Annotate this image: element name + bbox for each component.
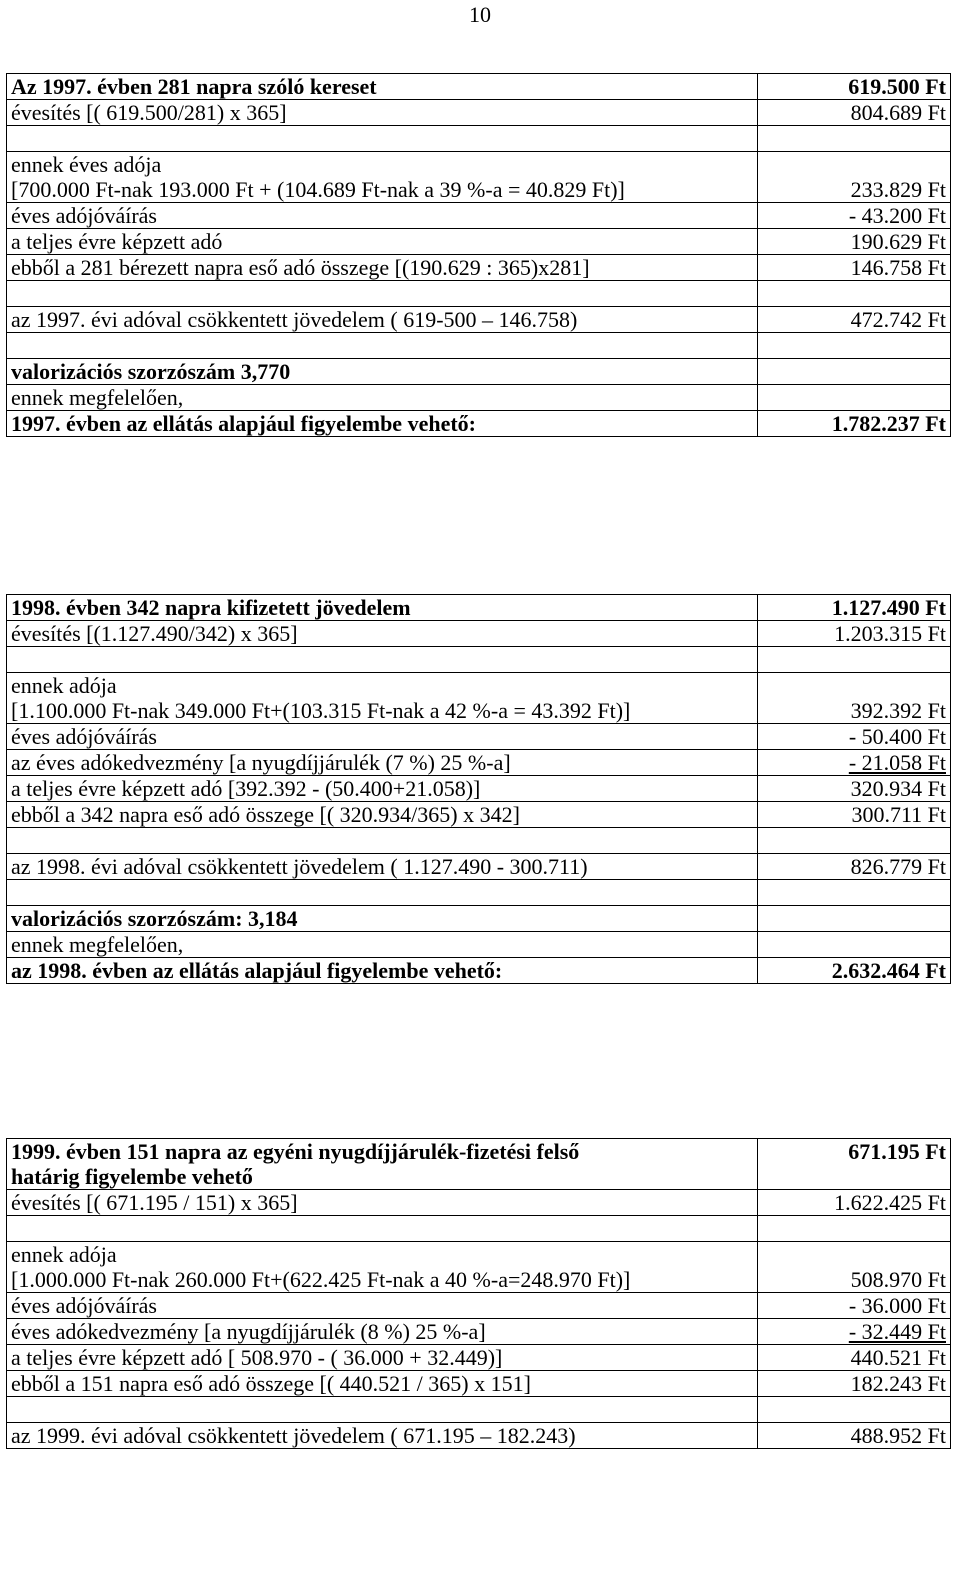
- description-line: valorizációs szorzószám: 3,184: [11, 906, 298, 931]
- description-line: az 1999. évi adóval csökkentett jövedelem ( 671.195 – 182.243): [11, 1423, 576, 1448]
- table-row: [7, 724, 951, 750]
- amount-value: 300.711 Ft: [851, 802, 946, 827]
- table-row: [7, 281, 951, 307]
- description-line: a teljes évre képzett adó [ 508.970 - ( 36.000 + 32.449)]: [11, 1345, 503, 1370]
- row-amount: [758, 621, 951, 647]
- row-amount: [758, 1293, 951, 1319]
- table-row: [7, 828, 951, 854]
- amount-value: 1.782.237 Ft: [831, 411, 946, 436]
- description-line: 1999. évben 151 napra az egyéni nyugdíjjárulék-fizetési felső: [11, 1139, 580, 1164]
- table-row: [7, 359, 951, 385]
- row-description: [7, 126, 758, 152]
- table-row: [7, 255, 951, 281]
- row-description: [7, 595, 758, 621]
- table-row: [7, 958, 951, 984]
- table-row: [7, 333, 951, 359]
- amount-value: 440.521 Ft: [850, 1345, 946, 1370]
- table-row: [7, 621, 951, 647]
- row-description: [7, 74, 758, 100]
- row-amount: [758, 906, 951, 932]
- description-line: ebből a 151 napra eső adó összege [( 440.521 / 365) x 151]: [11, 1371, 531, 1396]
- row-amount: [758, 203, 951, 229]
- table-row: [7, 1242, 951, 1293]
- row-description: [7, 152, 758, 203]
- description-line: ebből a 281 bérezett napra eső adó összege [(190.629 : 365)x281]: [11, 255, 590, 280]
- description-line: [11, 647, 753, 672]
- amount-value: 508.970 Ft: [850, 1267, 946, 1292]
- table-row: [7, 203, 951, 229]
- row-amount: [758, 932, 951, 958]
- description-line: [11, 880, 753, 905]
- row-amount: [758, 595, 951, 621]
- description-line: az 1998. évi adóval csökkentett jövedelem ( 1.127.490 - 300.711): [11, 854, 588, 879]
- table-row: [7, 229, 951, 255]
- amount-value: 190.629 Ft: [850, 229, 946, 254]
- table-row: [7, 673, 951, 724]
- row-amount: [758, 307, 951, 333]
- row-description: [7, 359, 758, 385]
- description-line: Az 1997. évben 281 napra szóló kereset: [11, 74, 377, 99]
- row-amount: [758, 411, 951, 437]
- description-line: ennek adója: [11, 673, 117, 698]
- table-row: [7, 932, 951, 958]
- description-line: 1997. évben az ellátás alapjául figyelembe vehető:: [11, 411, 476, 436]
- description-line: éves adójóváírás: [11, 1293, 157, 1318]
- description-line: a teljes évre képzett adó: [11, 229, 223, 254]
- row-description: [7, 802, 758, 828]
- description-line: ennek éves adója: [11, 152, 162, 177]
- description-line: [1.100.000 Ft-nak 349.000 Ft+(103.315 Ft-nak a 42 %-a = 43.392 Ft)]: [11, 698, 631, 723]
- row-amount: [758, 1190, 951, 1216]
- amount-value: - 21.058 Ft: [848, 750, 946, 775]
- description-line: 1998. évben 342 napra kifizetett jövedelem: [11, 595, 411, 620]
- row-amount: [758, 1397, 951, 1423]
- row-description: [7, 281, 758, 307]
- amount-value: 826.779 Ft: [850, 854, 946, 879]
- amount-value: 182.243 Ft: [850, 1371, 946, 1396]
- amount-value: 804.689 Ft: [850, 100, 946, 125]
- description-line: az 1997. évi adóval csökkentett jövedelem ( 619-500 – 146.758): [11, 307, 578, 332]
- amount-value: 671.195 Ft: [848, 1139, 946, 1164]
- table-row: [7, 152, 951, 203]
- amount-value: 320.934 Ft: [850, 776, 946, 801]
- table-row: [7, 1293, 951, 1319]
- row-description: [7, 1242, 758, 1293]
- table-row: [7, 100, 951, 126]
- row-description: [7, 1293, 758, 1319]
- amount-value: - 32.449 Ft: [848, 1319, 946, 1344]
- calc-table-1999: [6, 1138, 951, 1449]
- row-description: [7, 385, 758, 411]
- description-line: évesítés [( 619.500/281) x 365]: [11, 100, 287, 125]
- row-description: [7, 750, 758, 776]
- description-line: [11, 281, 753, 306]
- row-amount: [758, 1423, 951, 1449]
- amount-value: - 50.400 Ft: [848, 724, 946, 749]
- description-line: a teljes évre képzett adó [392.392 - (50.400+21.058)]: [11, 776, 481, 801]
- amount-value: 619.500 Ft: [848, 74, 946, 99]
- row-amount: [758, 385, 951, 411]
- calc-table-1998: [6, 594, 951, 984]
- row-description: [7, 307, 758, 333]
- description-line: éves adókedvezmény [a nyugdíjjárulék (8 %) 25 %-a]: [11, 1319, 486, 1344]
- amount-value: - 43.200 Ft: [848, 203, 946, 228]
- row-amount: [758, 1345, 951, 1371]
- description-line: [11, 333, 753, 358]
- row-amount: [758, 100, 951, 126]
- description-line: [11, 126, 753, 151]
- description-line: ebből a 342 napra eső adó összege [( 320.934/365) x 342]: [11, 802, 520, 827]
- row-description: [7, 229, 758, 255]
- row-description: [7, 203, 758, 229]
- row-amount: [758, 647, 951, 673]
- row-description: [7, 880, 758, 906]
- row-amount: [758, 1216, 951, 1242]
- description-line: [1.000.000 Ft-nak 260.000 Ft+(622.425 Ft-nak a 40 %-a=248.970 Ft)]: [11, 1267, 631, 1292]
- amount-value: 1.203.315 Ft: [834, 621, 946, 646]
- row-description: [7, 1139, 758, 1190]
- row-description: [7, 1423, 758, 1449]
- row-description: [7, 776, 758, 802]
- description-line: valorizációs szorzószám 3,770: [11, 359, 291, 384]
- row-amount: [758, 126, 951, 152]
- table-row: [7, 1345, 951, 1371]
- row-amount: [758, 776, 951, 802]
- table-row: [7, 1216, 951, 1242]
- page-number: 10: [469, 2, 491, 27]
- row-amount: [758, 673, 951, 724]
- row-description: [7, 333, 758, 359]
- amount-value: 392.392 Ft: [850, 698, 946, 723]
- table-row: [7, 595, 951, 621]
- row-amount: [758, 854, 951, 880]
- amount-value: 233.829 Ft: [850, 177, 946, 202]
- row-description: [7, 1345, 758, 1371]
- row-description: [7, 1216, 758, 1242]
- description-line: [11, 1397, 753, 1422]
- table-row: [7, 1190, 951, 1216]
- table-row: [7, 1423, 951, 1449]
- description-line: ennek adója: [11, 1242, 117, 1267]
- row-amount: [758, 750, 951, 776]
- amount-value: 1.622.425 Ft: [834, 1190, 946, 1215]
- description-line: ennek megfelelően,: [11, 385, 184, 410]
- description-line: ennek megfelelően,: [11, 932, 184, 957]
- row-amount: [758, 1242, 951, 1293]
- table-row: [7, 411, 951, 437]
- row-amount: [758, 1371, 951, 1397]
- row-amount: [758, 724, 951, 750]
- row-amount: [758, 1319, 951, 1345]
- row-description: [7, 411, 758, 437]
- amount-value: 146.758 Ft: [850, 255, 946, 280]
- table-row: [7, 647, 951, 673]
- row-amount: [758, 828, 951, 854]
- row-description: [7, 647, 758, 673]
- table-row: [7, 1139, 951, 1190]
- table-row: [7, 385, 951, 411]
- description-line: határig figyelembe vehető: [11, 1164, 253, 1189]
- row-amount: [758, 152, 951, 203]
- row-description: [7, 724, 758, 750]
- row-description: [7, 958, 758, 984]
- row-description: [7, 1397, 758, 1423]
- row-amount: [758, 802, 951, 828]
- amount-value: 2.632.464 Ft: [831, 958, 946, 983]
- table-row: [7, 126, 951, 152]
- amount-value: 472.742 Ft: [850, 307, 946, 332]
- table-row: [7, 776, 951, 802]
- row-amount: [758, 880, 951, 906]
- description-line: [11, 828, 753, 853]
- description-line: az éves adókedvezmény [a nyugdíjjárulék (7 %) 25 %-a]: [11, 750, 511, 775]
- row-amount: [758, 1139, 951, 1190]
- description-line: éves adójóváírás: [11, 203, 157, 228]
- row-amount: [758, 359, 951, 385]
- row-description: [7, 1371, 758, 1397]
- row-description: [7, 100, 758, 126]
- description-line: éves adójóváírás: [11, 724, 157, 749]
- amount-value: 488.952 Ft: [850, 1423, 946, 1448]
- row-description: [7, 1190, 758, 1216]
- description-line: [700.000 Ft-nak 193.000 Ft + (104.689 Ft-nak a 39 %-a = 40.829 Ft)]: [11, 177, 625, 202]
- table-row: [7, 74, 951, 100]
- row-description: [7, 828, 758, 854]
- row-description: [7, 621, 758, 647]
- amount-value: - 36.000 Ft: [848, 1293, 946, 1318]
- amount-value: 1.127.490 Ft: [831, 595, 946, 620]
- description-line: az 1998. évben az ellátás alapjául figyelembe vehető:: [11, 958, 503, 983]
- table-row: [7, 906, 951, 932]
- description-line: évesítés [( 671.195 / 151) x 365]: [11, 1190, 298, 1215]
- row-amount: [758, 74, 951, 100]
- description-line: [11, 1216, 753, 1241]
- table-row: [7, 1371, 951, 1397]
- table-row: [7, 750, 951, 776]
- calc-table-1997: [6, 73, 951, 437]
- table-row: [7, 880, 951, 906]
- table-row: [7, 1397, 951, 1423]
- table-row: [7, 307, 951, 333]
- row-amount: [758, 958, 951, 984]
- row-description: [7, 932, 758, 958]
- row-amount: [758, 333, 951, 359]
- row-description: [7, 854, 758, 880]
- row-description: [7, 906, 758, 932]
- row-description: [7, 673, 758, 724]
- table-row: [7, 854, 951, 880]
- description-line: évesítés [(1.127.490/342) x 365]: [11, 621, 298, 646]
- row-description: [7, 1319, 758, 1345]
- row-amount: [758, 281, 951, 307]
- table-row: [7, 802, 951, 828]
- row-amount: [758, 255, 951, 281]
- row-description: [7, 255, 758, 281]
- table-row: [7, 1319, 951, 1345]
- row-amount: [758, 229, 951, 255]
